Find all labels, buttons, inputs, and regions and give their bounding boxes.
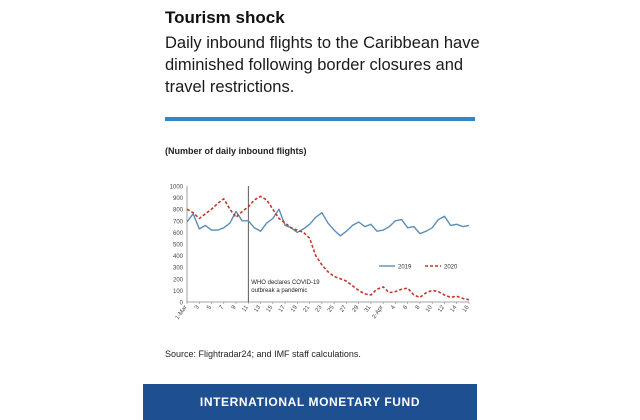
line-chart	[143, 170, 477, 330]
x-tick-label: 1-Mar	[174, 304, 189, 321]
x-tick-label: 23	[314, 304, 324, 314]
page-title: Tourism shock	[165, 8, 285, 27]
series-line-2019	[187, 209, 469, 236]
x-tick-label: 31	[363, 304, 373, 314]
x-tick-label: 21	[302, 304, 312, 314]
imf-footer-banner: INTERNATIONAL MONETARY FUND	[143, 384, 477, 420]
x-tick-label: 3	[194, 304, 201, 311]
x-tick-label: 4	[390, 304, 398, 311]
legend-label-2020: 2020	[444, 264, 458, 271]
x-tick-label: 10	[425, 304, 434, 314]
series-line-2020	[187, 196, 469, 299]
x-tick-label: 29	[351, 304, 361, 314]
y-tick-label: 800	[172, 207, 183, 214]
y-tick-label: 700	[172, 219, 183, 226]
y-tick-label: 500	[172, 242, 183, 249]
y-tick-label: 600	[172, 230, 183, 237]
x-tick-label: 19	[290, 304, 299, 314]
y-tick-label: 100	[172, 288, 183, 295]
infographic-card	[143, 0, 480, 420]
y-tick-label: 900	[172, 196, 183, 203]
x-tick-label: 9	[230, 304, 238, 311]
x-tick-label: 6	[402, 304, 410, 311]
annotation-text-line2: outbreak a pandemic	[251, 288, 308, 294]
x-tick-label: 11	[241, 304, 250, 314]
x-tick-label: 27	[339, 304, 349, 314]
x-tick-label: 25	[327, 304, 336, 314]
legend-label-2019: 2019	[398, 264, 412, 271]
x-tick-label: 7	[218, 304, 226, 311]
y-tick-label: 1000	[169, 184, 183, 191]
page-subtitle: Daily inbound flights to the Caribbean have diminished following border closures and travel restrictions.	[165, 34, 480, 96]
accent-rule	[165, 117, 475, 121]
x-tick-label: 15	[265, 304, 275, 314]
annotation-text-line1: WHO declares COVID-19	[251, 280, 320, 286]
y-tick-label: 0	[179, 300, 183, 307]
x-tick-label: 5	[206, 304, 214, 311]
x-tick-label: 13	[253, 304, 263, 314]
y-tick-label: 200	[172, 277, 183, 284]
y-tick-label: 300	[172, 265, 183, 272]
x-tick-label: 17	[277, 304, 287, 314]
x-tick-label: 14	[449, 304, 459, 314]
x-tick-label: 16	[461, 304, 471, 314]
x-tick-label: 8	[414, 304, 422, 311]
source-note: Source: Flightradar24; and IMF staff calculations.	[165, 349, 361, 359]
chart-y-axis-label: (Number of daily inbound flights)	[165, 146, 307, 156]
y-tick-label: 400	[172, 254, 183, 261]
x-tick-label: 12	[437, 304, 447, 314]
x-tick-label: 2-Apr	[371, 304, 385, 321]
